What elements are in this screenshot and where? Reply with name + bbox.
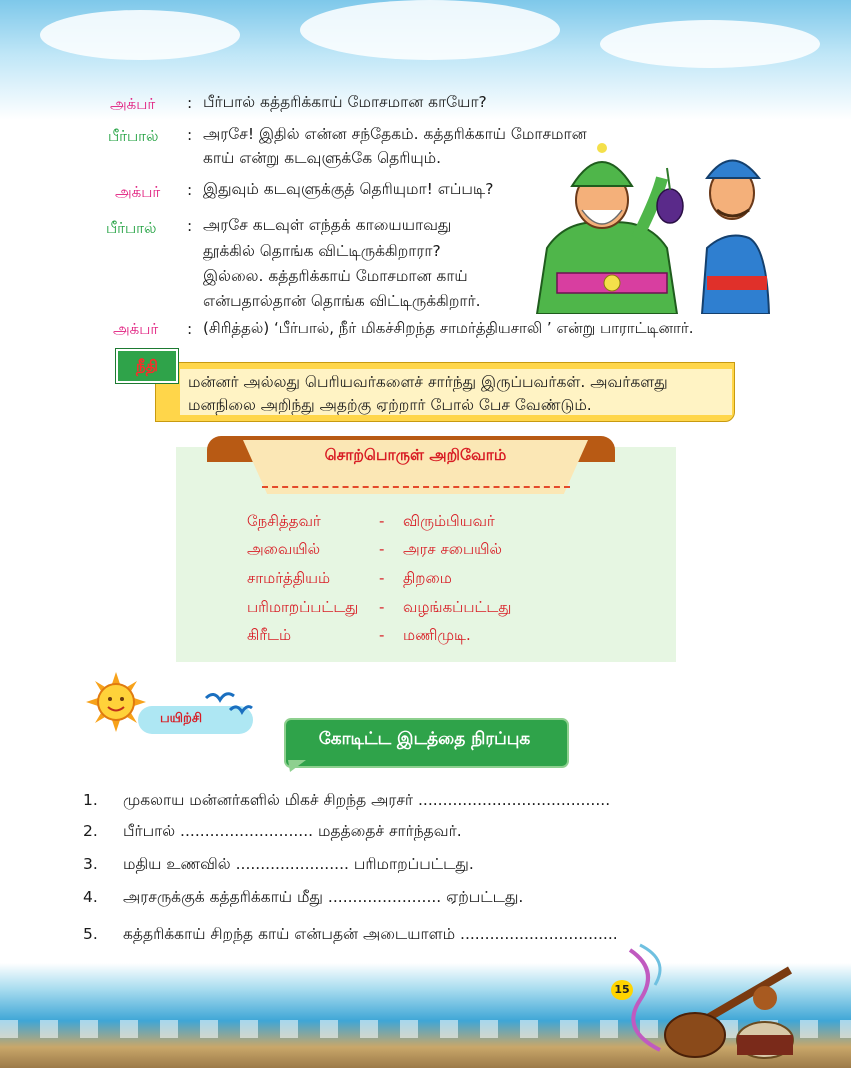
vocab-dash: -: [379, 540, 385, 558]
veena-drum-illustration: [600, 940, 800, 1060]
vocab-word: நேசித்தவர்: [247, 512, 321, 530]
colon: :: [187, 217, 193, 235]
question-text: பீர்பால் ........................... மதத்தைச் சார்ந்தவர்.: [123, 822, 462, 840]
fill-blanks-title: கோடிட்ட இடத்தை நிரப்புக: [318, 729, 531, 749]
cloud: [40, 10, 240, 60]
vocab-meaning: மணிமுடி.: [403, 626, 471, 644]
vocab-meaning: வழங்கப்பட்டது: [403, 598, 512, 616]
page-number: 15: [611, 980, 633, 1000]
question-2: [83, 822, 462, 842]
vocab-word: கிரீடம்: [247, 626, 292, 644]
dialogue-line: காய் என்று கடவுளுக்கே தெரியும்.: [203, 149, 442, 167]
colon: :: [187, 126, 193, 144]
dialogue-line: (சிரித்தல்) ‘பீர்பால், நீர் மிகச்சிறந்த சாமர்த்தியசாலி ’ என்று பாராட்டினார்.: [203, 319, 694, 337]
dialogue-line: இதுவும் கடவுளுக்குத் தெரியுமா! எப்படி?: [203, 180, 494, 198]
question-number: 2.: [83, 822, 98, 840]
vocab-meaning: அரச சபையில்: [403, 540, 503, 558]
question-text: கத்தரிக்காய் சிறந்த காய் என்பதன் அடையாளம் ................................: [123, 925, 618, 943]
cloud: [300, 0, 560, 60]
question-number: 5.: [83, 925, 98, 943]
question-3: [83, 855, 474, 875]
vocab-dash: -: [379, 512, 385, 530]
question-text: முகலாய மன்னர்களில் மிகச் சிறந்த அரசர் .......................................: [123, 791, 611, 809]
akbar-birbal-illustration: [527, 138, 772, 314]
speaker-birbal: பீர்பால்: [108, 127, 159, 145]
dialogue-line: இல்லை. கத்தரிக்காய் மோசமான காய்: [203, 267, 468, 285]
speaker-akbar: அக்பர்: [110, 95, 156, 113]
vocab-title: சொற்பொருள் அறிவோம்: [324, 446, 507, 464]
question-4: [83, 888, 523, 908]
moral-inner: [180, 369, 732, 415]
question-number: 4.: [83, 888, 98, 906]
moral-line: மனநிலை அறிந்து அதற்கு ஏற்றார் போல் பேச வேண்டும்.: [188, 396, 592, 414]
dialogue-line: என்பதால்தான் தொங்க விட்டிருக்கிறார்.: [203, 292, 481, 310]
question-text: அரசருக்குக் கத்தரிக்காய் மீது ....................... ஏற்பட்டது.: [123, 888, 524, 906]
question-number: 3.: [83, 855, 98, 873]
vocab-title-dash: [262, 486, 570, 488]
speaker-akbar: அக்பர்: [113, 320, 159, 338]
birds-icon: [204, 688, 254, 716]
vocab-meaning: விரும்பியவர்: [403, 512, 495, 530]
vocab-meaning: திறமை: [403, 569, 452, 587]
moral-text: [188, 371, 668, 417]
title-pointer: [288, 760, 308, 772]
sun-icon: [86, 672, 146, 732]
colon: :: [187, 320, 193, 338]
vocab-dash: -: [379, 569, 385, 587]
exercise-label: பயிற்சி: [160, 711, 203, 726]
vocab-dash: -: [379, 598, 385, 616]
question-number: 1.: [83, 791, 98, 809]
vocab-word: அவையில்: [247, 540, 321, 558]
moral-box: [155, 362, 735, 422]
question-1: [83, 791, 610, 811]
vocab-word: சாமர்த்தியம்: [247, 569, 331, 587]
vocab-word: பரிமாறப்பட்டது: [247, 598, 359, 616]
dialogue-line: அரசே கடவுள் எந்தக் காயையாவது: [203, 216, 452, 234]
vocab-dash: -: [379, 626, 385, 644]
speaker-akbar: அக்பர்: [115, 183, 161, 201]
question-text: மதிய உணவில் ....................... பரிமாறப்பட்டது.: [123, 855, 474, 873]
colon: :: [187, 94, 193, 112]
cloud: [600, 20, 820, 68]
speaker-birbal: பீர்பால்: [106, 219, 157, 237]
moral-tag: நீதி: [116, 349, 178, 383]
colon: :: [187, 181, 193, 199]
question-5: [83, 925, 618, 945]
moral-line: மன்னர் அல்லது பெரியவர்களைச் சார்ந்து இருப்பவர்கள். அவர்களது: [188, 373, 668, 391]
dialogue-line: தூக்கில் தொங்க விட்டிருக்கிறாரா?: [203, 242, 441, 260]
dialogue-line: பீர்பால் கத்தரிக்காய் மோசமான காயோ?: [203, 93, 487, 111]
dialogue-line: அரசே! இதில் என்ன சந்தேகம். கத்தரிக்காய் மோசமான: [203, 125, 587, 143]
